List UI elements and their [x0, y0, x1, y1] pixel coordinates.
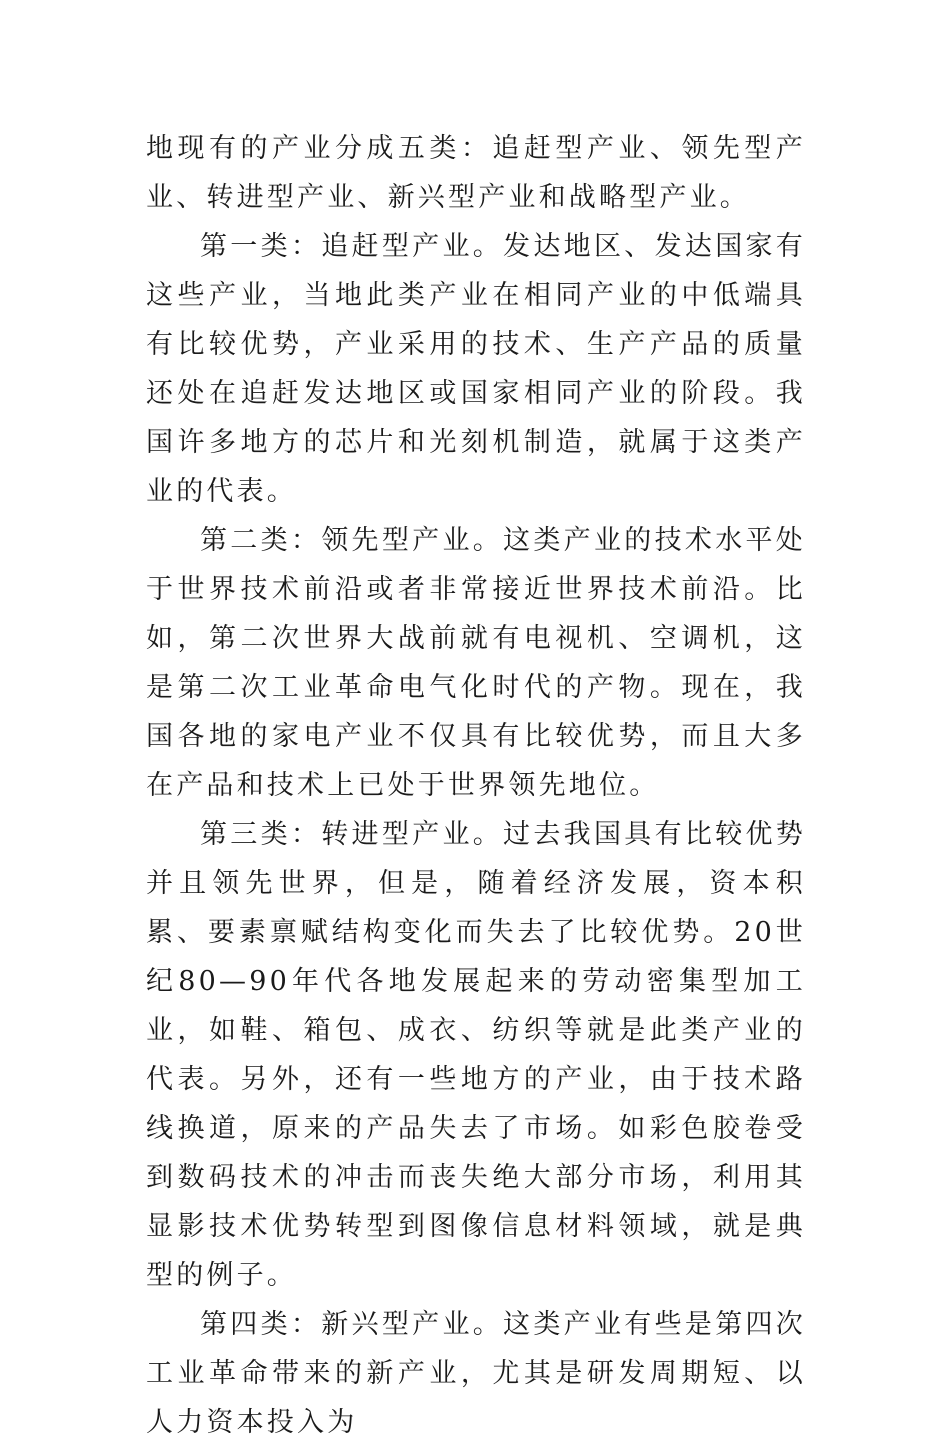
paragraph-category-one: 第一类：追赶型产业。发达地区、发达国家有这些产业，当地此类产业在相同产业的中低端具有比较优势，产业采用的技术、生产产品的质量还处在追赶发达地区或国家相同产业的阶段。我国许多地方的芯片和光刻机制造，就属于这类产业的代表。	[146, 231, 806, 507]
paragraph-continued: 地现有的产业分成五类：追赶型产业、领先型产业、转进型产业、新兴型产业和战略型产业。	[146, 133, 806, 213]
paragraph-category-three: 第三类：转进型产业。过去我国具有比较优势并且领先世界，但是，随着经济发展，资本积累、要素禀赋结构变化而失去了比较优势。20世纪80—90年代各地发展起来的劳动密集型加工业，如鞋、箱包、成衣、纺织等就是此类产业的代表。另外，还有一些地方的产业，由于技术路线换道，原来的产品失去了市场。如彩色胶卷受到数码技术的冲击而丧失绝大部分市场，利用其显影技术优势转型到图像信息材料领域，就是典型的例子。	[146, 819, 806, 1291]
paragraph-category-two: 第二类：领先型产业。这类产业的技术水平处于世界技术前沿或者非常接近世界技术前沿。比如，第二次世界大战前就有电视机、空调机，这是第二次工业革命电气化时代的产物。现在，我国各地的家电产业不仅具有比较优势，而且大多在产品和技术上已处于世界领先地位。	[146, 525, 806, 801]
paragraph-category-four: 第四类：新兴型产业。这类产业有些是第四次工业革命带来的新产业，尤其是研发周期短、以人力资本投入为	[146, 1309, 806, 1438]
document-body	[146, 124, 806, 1447]
